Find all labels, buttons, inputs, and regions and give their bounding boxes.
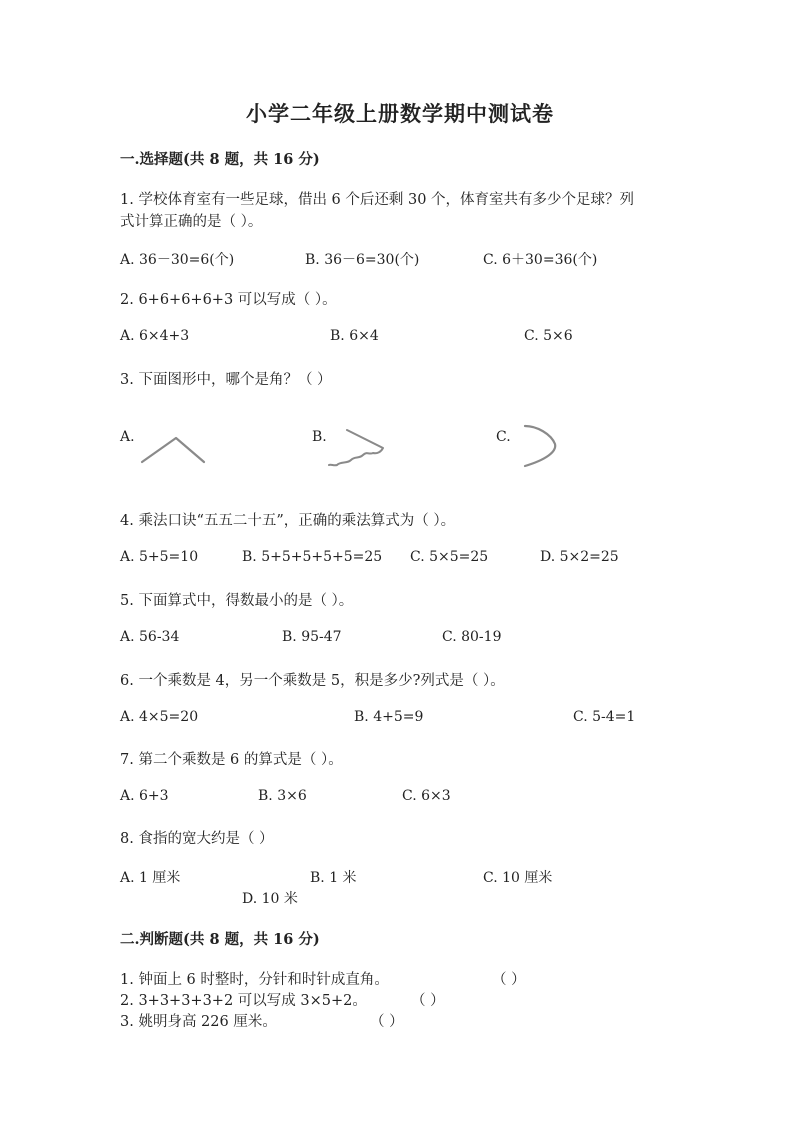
question-3-option-c: C. — [496, 429, 511, 445]
question-7: 7. 第二个乘数是 6 的算式是（ ）。 — [120, 752, 343, 768]
question-3-option-a: A. — [120, 429, 135, 445]
curve-figure-c — [515, 422, 565, 470]
question-1-option-b: B. 36－6=30(个) — [305, 252, 420, 268]
question-8-option-a: A. 1 厘米 — [120, 870, 181, 886]
section-heading-judgement: 二.判断题(共 8 题，共 16 分) — [120, 931, 320, 948]
judgement-1-blank: （ ） — [492, 972, 526, 988]
question-4-option-b: B. 5+5+5+5+5=25 — [242, 549, 383, 565]
question-7-option-a: A. 6+3 — [120, 788, 169, 804]
question-6-option-a: A. 4×5=20 — [120, 709, 199, 725]
question-6: 6. 一个乘数是 4，另一个乘数是 5，积是多少?列式是（ ）。 — [120, 673, 505, 689]
judgement-2: 2. 3+3+3+3+2 可以写成 3×5+2。 — [120, 993, 367, 1009]
judgement-3: 3. 姚明身高 226 厘米。 — [120, 1014, 277, 1030]
question-4: 4. 乘法口诀“五五二十五”，正确的乘法算式为（ ）。 — [120, 513, 456, 529]
page-title: 小学二年级上册数学期中测试卷 — [246, 101, 554, 126]
question-7-option-b: B. 3×6 — [258, 788, 307, 804]
question-7-option-c: C. 6×3 — [402, 788, 451, 804]
judgement-3-blank: （ ） — [370, 1014, 404, 1030]
question-6-option-c: C. 5-4=1 — [573, 709, 636, 725]
section-heading-choice: 一.选择题(共 8 题，共 16 分) — [120, 151, 320, 168]
question-4-option-c: C. 5×5=25 — [410, 549, 489, 565]
question-8-option-b: B. 1 米 — [310, 870, 357, 886]
question-2: 2. 6+6+6+6+3 可以写成（ ）。 — [120, 292, 337, 308]
question-8-option-c: C. 10 厘米 — [483, 870, 553, 886]
question-8-option-d: D. 10 米 — [242, 891, 298, 907]
question-1-line-1: 1. 学校体育室有一些足球，借出 6 个后还剩 30 个，体育室共有多少个足球？列 — [120, 192, 635, 208]
wavy-figure-b — [325, 424, 395, 468]
question-5-option-c: C. 80-19 — [442, 629, 502, 645]
question-4-option-d: D. 5×2=25 — [540, 549, 619, 565]
question-1-option-a: A. 36－30=6(个) — [120, 252, 235, 268]
question-5-option-a: A. 56-34 — [120, 629, 180, 645]
question-2-option-a: A. 6×4+3 — [120, 328, 190, 344]
question-5-option-b: B. 95-47 — [282, 629, 342, 645]
judgement-1: 1. 钟面上 6 时整时，分针和时针成直角。 — [120, 972, 389, 988]
question-3: 3. 下面图形中，哪个是角？（ ） — [120, 372, 332, 388]
judgement-2-blank: （ ） — [411, 993, 445, 1009]
question-2-option-c: C. 5×6 — [524, 328, 573, 344]
question-1-line-2: 式计算正确的是（ ）。 — [120, 214, 263, 230]
question-1-option-c: C. 6＋30=36(个) — [483, 252, 598, 268]
question-6-option-b: B. 4+5=9 — [354, 709, 424, 725]
question-2-option-b: B. 6×4 — [330, 328, 379, 344]
question-3-option-b: B. — [312, 429, 327, 445]
question-8: 8. 食指的宽大约是（ ） — [120, 831, 274, 847]
question-4-option-a: A. 5+5=10 — [120, 549, 199, 565]
question-5: 5. 下面算式中，得数最小的是（ ）。 — [120, 593, 354, 609]
angle-figure-a — [138, 432, 208, 466]
